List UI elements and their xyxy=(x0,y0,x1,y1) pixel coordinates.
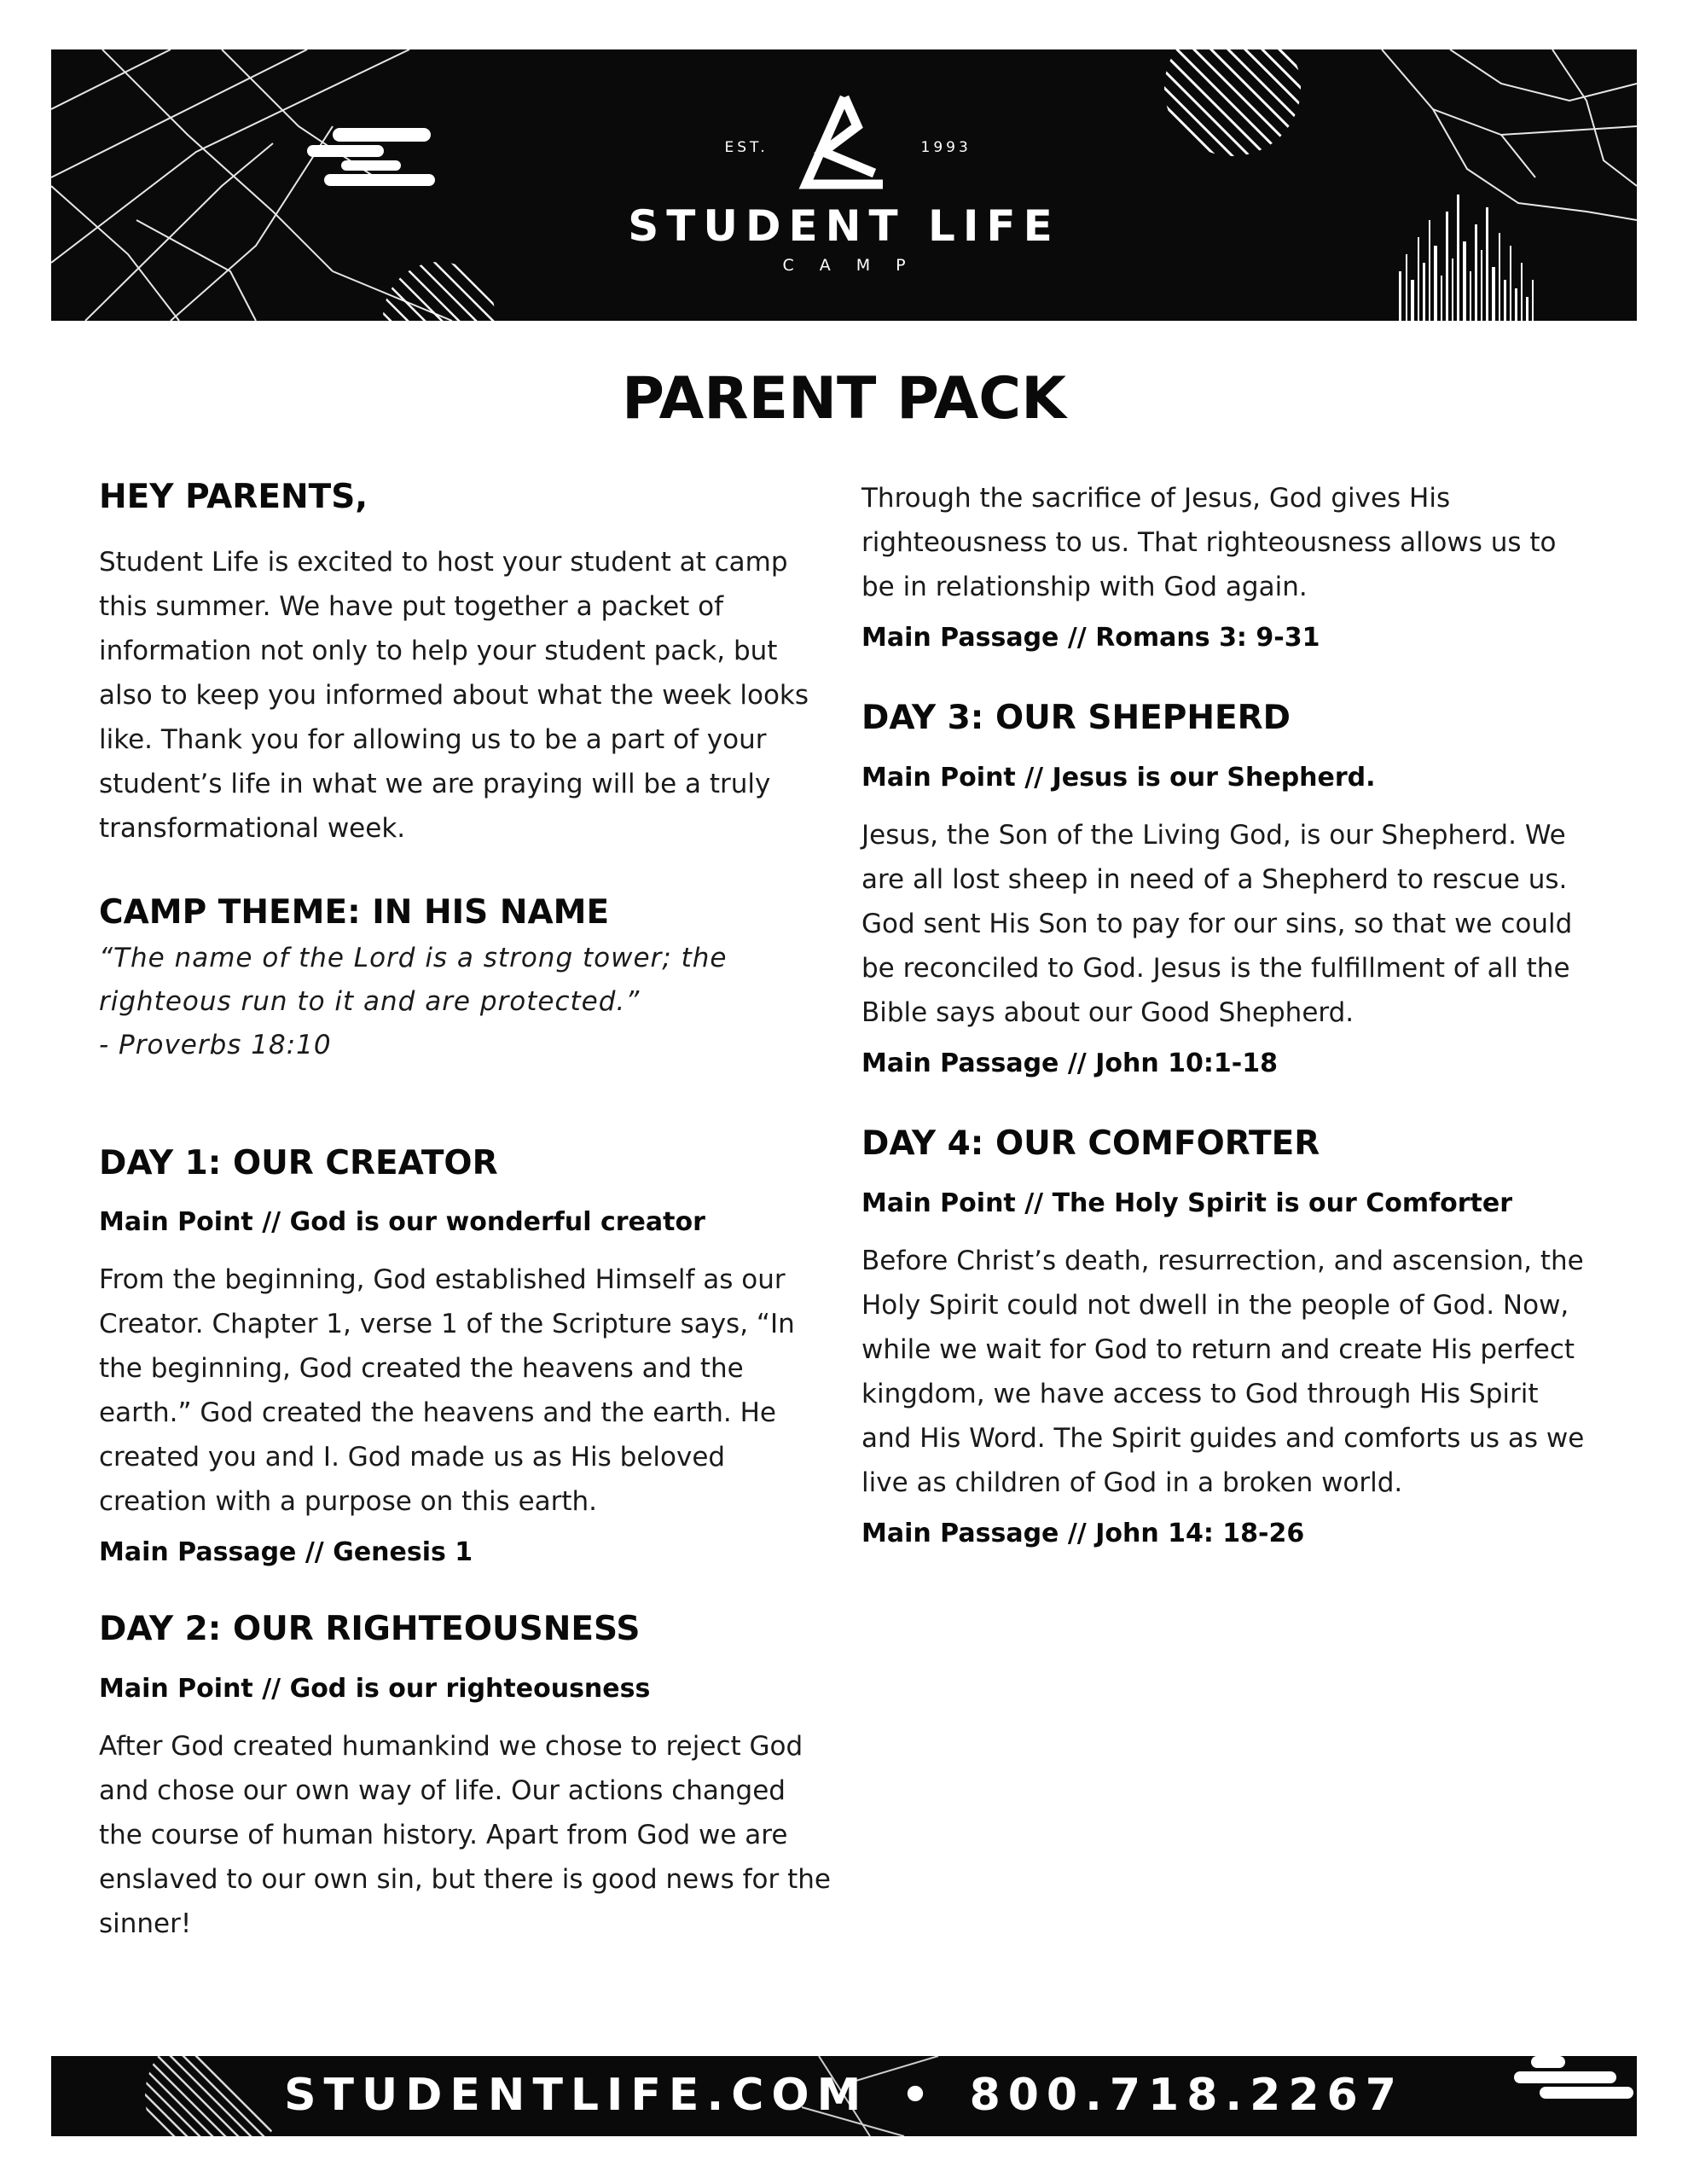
day2-main-passage: Main Passage // Romans 3: 9-31 xyxy=(861,623,1320,653)
brand-logo xyxy=(51,92,1637,275)
logo-year-label: 1993 xyxy=(920,139,972,156)
footer-separator: • xyxy=(901,2070,937,2121)
day2-body: After God created humankind we chose to reject God and chose our own way of life. Our actions changed the course of human history. Apart from God we are enslaved to our own sin, but there is good news for the sinner! xyxy=(99,1731,831,1940)
day3-body: Jesus, the Son of the Living God, is our Shepherd. We are all lost sheep in need of a Shepherd to rescue us. God sent His Son to pay for our sins, so that we could be reconciled to God. Jesus is the fulfillment of all the Bible says about our Good Shepherd. xyxy=(861,819,1573,1028)
theme-quote: “The name of the Lord is a strong tower; the righteous run to it and are protected.” xyxy=(99,942,728,1017)
intro-heading: HEY PARENTS, xyxy=(99,478,368,516)
day4-body: Before Christ’s death, resurrection, and ascension, the Holy Spirit could not dwell in the people of God. Now, while we wait for God to return and create His perfect kingdom, we have access to God through His Spirit and His Word. The Spirit guides and comforts us as we live as children of God in a broken world. xyxy=(861,1245,1585,1498)
day1-body: From the beginning, God established Himself as our Creator. Chapter 1, verse 1 of the Scripture says, “In the beginning, God created the heavens and the earth.” God created the heavens and the earth. He created you and I. God made us as His beloved creation with a purpose on this earth. xyxy=(99,1264,795,1518)
day4-main-passage: Main Passage // John 14: 18-26 xyxy=(861,1518,1305,1548)
intro-body: Student Life is excited to host your student at camp this summer. We have put together a packet of information not only to help your student pack, but also to keep you informed about what the week looks like. Thank you for allowing us to be a part of your student’s life in what we are praying will be a truly transformational week. xyxy=(99,546,809,844)
day2-heading: DAY 2: OUR RIGHTEOUSNESS xyxy=(99,1610,641,1649)
footer-contact xyxy=(51,2071,1637,2120)
brand-title: STUDENT LIFE xyxy=(628,201,1060,251)
theme-reference: - Proverbs 18:10 xyxy=(99,1029,332,1060)
logo-est-label: EST. xyxy=(724,139,769,156)
triangle-s-logo-icon xyxy=(798,92,891,190)
brand-subtitle: CAMP xyxy=(782,256,931,275)
day4-heading: DAY 4: OUR COMFORTER xyxy=(861,1124,1320,1163)
day1-main-passage: Main Passage // Genesis 1 xyxy=(99,1537,473,1568)
left-column xyxy=(99,478,832,1946)
day2-main-point: Main Point // God is our righteousness xyxy=(99,1674,651,1705)
day4-main-point: Main Point // The Holy Spirit is our Comforter xyxy=(861,1188,1513,1218)
day3-main-point: Main Point // Jesus is our Shepherd. xyxy=(861,762,1376,793)
day1-main-point: Main Point // God is our wonderful creator xyxy=(99,1207,705,1238)
footer-website[interactable]: STUDENTLIFE.COM xyxy=(284,2070,869,2121)
header-banner xyxy=(51,49,1637,321)
day2-body-continued: Through the sacrifice of Jesus, God gives His righteousness to us. That righteousness allows us to be in relationship with God again. xyxy=(861,483,1557,602)
page-title: PARENT PACK xyxy=(622,365,1066,433)
right-column xyxy=(861,476,1595,1550)
day3-main-passage: Main Passage // John 10:1-18 xyxy=(861,1048,1278,1078)
footer-banner xyxy=(51,2056,1637,2136)
day3-heading: DAY 3: OUR SHEPHERD xyxy=(861,699,1291,737)
footer-phone[interactable]: 800.718.2267 xyxy=(969,2070,1404,2121)
theme-heading: CAMP THEME: IN HIS NAME xyxy=(99,892,610,932)
day1-heading: DAY 1: OUR CREATOR xyxy=(99,1143,498,1182)
